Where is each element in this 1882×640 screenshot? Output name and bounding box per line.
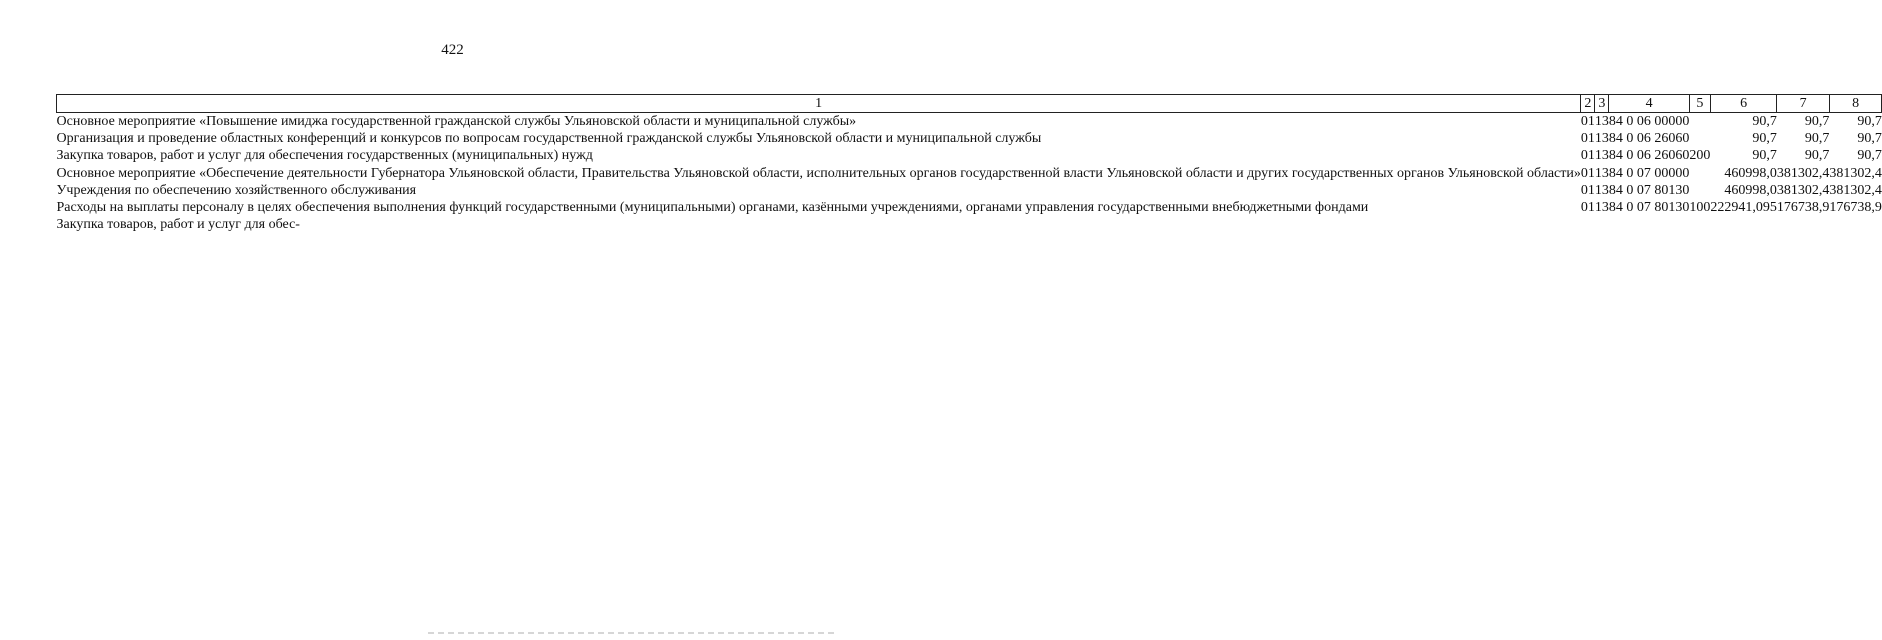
- table-header-row: [57, 95, 1882, 113]
- column-header: 1: [57, 95, 1581, 113]
- column-header: 4: [1609, 95, 1690, 113]
- column-header: 3: [1595, 95, 1609, 113]
- amount-col7: 381302,4: [1776, 165, 1830, 181]
- amount-col6: 460998,0: [1724, 165, 1777, 181]
- subsection-code: 13: [1594, 148, 1609, 164]
- target-article-code: 84 0 07 80130: [1608, 182, 1690, 198]
- amount-col7: 90,7: [1804, 114, 1830, 129]
- amount-col6: [1710, 216, 1777, 233]
- section-code: 01: [1580, 200, 1595, 216]
- row-name: Учреждения по обеспечению хозяйственного обслуживания: [56, 182, 417, 198]
- row-name: Расходы на выплаты персоналу в целях обеспечения выполнения функций государственными (муниципальными) органами, казёнными учреждениями, органами управления государственными внебюджетными фондами: [56, 200, 1369, 216]
- amount-col7: 176738,9: [1776, 200, 1830, 216]
- table-row: [57, 165, 1882, 182]
- amount-col8: [1829, 216, 1882, 233]
- subsection-code: 13: [1594, 182, 1609, 198]
- subsection-code: [1595, 216, 1609, 233]
- table-row: [57, 216, 1882, 233]
- table-row: [57, 199, 1882, 216]
- column-header: 5: [1689, 95, 1710, 113]
- section-code: 01: [1580, 131, 1595, 147]
- budget-table: [56, 94, 1882, 233]
- target-article-code: 84 0 06 00000: [1608, 114, 1690, 129]
- expense-type-code: [1689, 182, 1710, 199]
- row-name: Основное мероприятие «Обеспечение деятельности Губернатора Ульяновской области, Правительства Ульяновской области, исполнительных органов государственной власти Ульяновской области и других государственных органов Ульяновской области»: [56, 165, 1581, 181]
- column-header: 2: [1581, 95, 1595, 113]
- amount-col7: 90,7: [1804, 148, 1830, 164]
- amount-col6: 90,7: [1752, 148, 1777, 164]
- amount-col8: 90,7: [1857, 148, 1882, 164]
- scan-artifact-line: [428, 632, 838, 634]
- expense-type-code: [1689, 130, 1710, 147]
- column-header: 7: [1777, 95, 1830, 113]
- target-article-code: 84 0 07 80130: [1608, 200, 1690, 216]
- section-code: 01: [1580, 182, 1595, 198]
- subsection-code: 13: [1594, 200, 1609, 216]
- section-code: 01: [1580, 165, 1595, 181]
- amount-col6: 460998,0: [1724, 182, 1777, 198]
- amount-col7: [1777, 216, 1830, 233]
- row-name: Основное мероприятие «Повышение имиджа государственной гражданской службы Ульяновской области и муниципальной службы»: [56, 114, 857, 129]
- target-article-code: [1609, 216, 1690, 233]
- amount-col8: 381302,4: [1829, 165, 1882, 181]
- target-article-code: 84 0 06 26060: [1608, 131, 1690, 147]
- subsection-code: 13: [1594, 165, 1609, 181]
- expense-type-code: 100: [1689, 200, 1711, 216]
- amount-col6: 222941,095: [1710, 200, 1777, 216]
- expense-type-code: [1689, 165, 1710, 182]
- section-code: [1581, 216, 1595, 233]
- amount-col7: 381302,4: [1776, 182, 1830, 198]
- table-row: [57, 130, 1882, 147]
- amount-col6: 90,7: [1752, 131, 1777, 147]
- table-row: [57, 113, 1882, 131]
- amount-col8: 90,7: [1857, 131, 1882, 147]
- amount-col6: 90,7: [1752, 114, 1777, 129]
- section-code: 01: [1580, 114, 1595, 129]
- target-article-code: 84 0 06 26060: [1608, 148, 1690, 164]
- expense-type-code: [1689, 113, 1710, 131]
- subsection-code: 13: [1594, 131, 1609, 147]
- page-number: 422: [441, 42, 464, 58]
- amount-col7: 90,7: [1804, 131, 1830, 147]
- table-row: [57, 147, 1882, 164]
- row-name: Закупка товаров, работ и услуг для обес-: [56, 217, 300, 233]
- expense-type-code: [1689, 216, 1710, 233]
- column-header: 6: [1710, 95, 1777, 113]
- row-name: Организация и проведение областных конференций и конкурсов по вопросам государственной гражданской службы Ульяновской области и муниципальной службы: [56, 131, 1042, 147]
- amount-col8: 90,7: [1857, 114, 1882, 129]
- subsection-code: 13: [1594, 114, 1609, 129]
- row-name: Закупка товаров, работ и услуг для обеспечения государственных (муниципальных) нужд: [56, 148, 593, 164]
- expense-type-code: 200: [1689, 148, 1711, 164]
- target-article-code: 84 0 07 00000: [1608, 165, 1690, 181]
- amount-col8: 381302,4: [1829, 182, 1882, 198]
- column-header: 8: [1829, 95, 1882, 113]
- section-code: 01: [1580, 148, 1595, 164]
- amount-col8: 176738,9: [1829, 200, 1882, 216]
- table-row: [57, 182, 1882, 199]
